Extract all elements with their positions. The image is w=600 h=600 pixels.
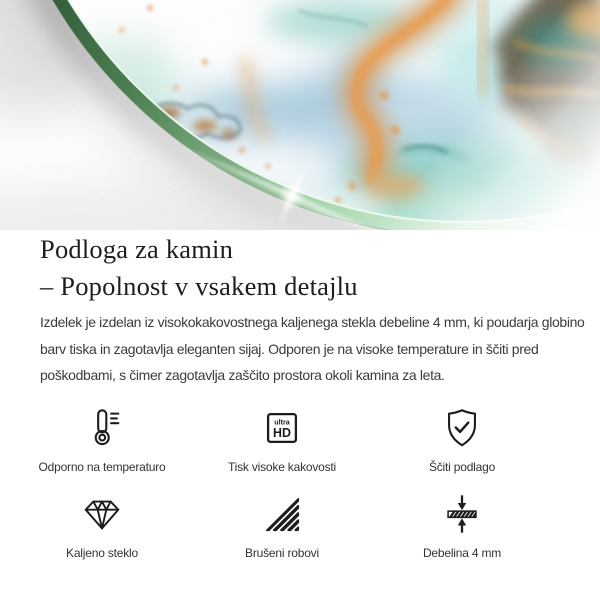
feature-print-quality — [192, 405, 372, 474]
feature-label: Ščiti podlago — [428, 459, 496, 474]
glass-panel-illustration — [0, 0, 600, 230]
product-description: Izdelek je izdelan iz visokokakovostnega kaljenega stekla debeline 4 mm, ki poudarja globino barv tiska in zagotavlja eleganten sijaj. Odporen je na visoke temperature in ščiti pred poškodbami, s čimer zagotavlja zaščito prostora okoli kamina za leta. — [40, 314, 585, 383]
feature-label: Debelina 4 mm — [422, 545, 502, 560]
product-image — [0, 0, 600, 230]
page-title — [40, 231, 560, 305]
feature-label: Brušeni robovi — [245, 545, 319, 560]
product-copy — [0, 231, 600, 389]
feature-label: Tisk visoke kakovosti — [227, 459, 337, 474]
ultra-hd-icon — [259, 405, 305, 451]
feature-label: Kaljeno steklo — [66, 545, 138, 560]
ultra-hd-text-top: ultra — [274, 418, 290, 427]
feature-polished-edges — [192, 491, 372, 560]
diamond-icon — [79, 491, 125, 537]
feature-temperature — [12, 405, 192, 474]
feature-tempered-glass — [12, 491, 192, 560]
feature-thickness — [372, 491, 552, 560]
feature-grid — [12, 405, 600, 560]
title-line-2: – Popolnost v vsakem detajlu — [40, 271, 358, 301]
title-line-1: Podloga za kamin — [40, 234, 234, 264]
white-fade-overlay — [300, 0, 600, 230]
feature-label: Odporno na temperaturo — [38, 459, 166, 474]
shield-check-icon — [439, 405, 485, 451]
ultra-hd-text-bottom: HD — [273, 425, 291, 440]
thermometer-icon — [79, 405, 125, 451]
thickness-icon — [439, 491, 485, 537]
feature-protection — [372, 405, 552, 474]
polished-edges-icon — [259, 491, 305, 537]
